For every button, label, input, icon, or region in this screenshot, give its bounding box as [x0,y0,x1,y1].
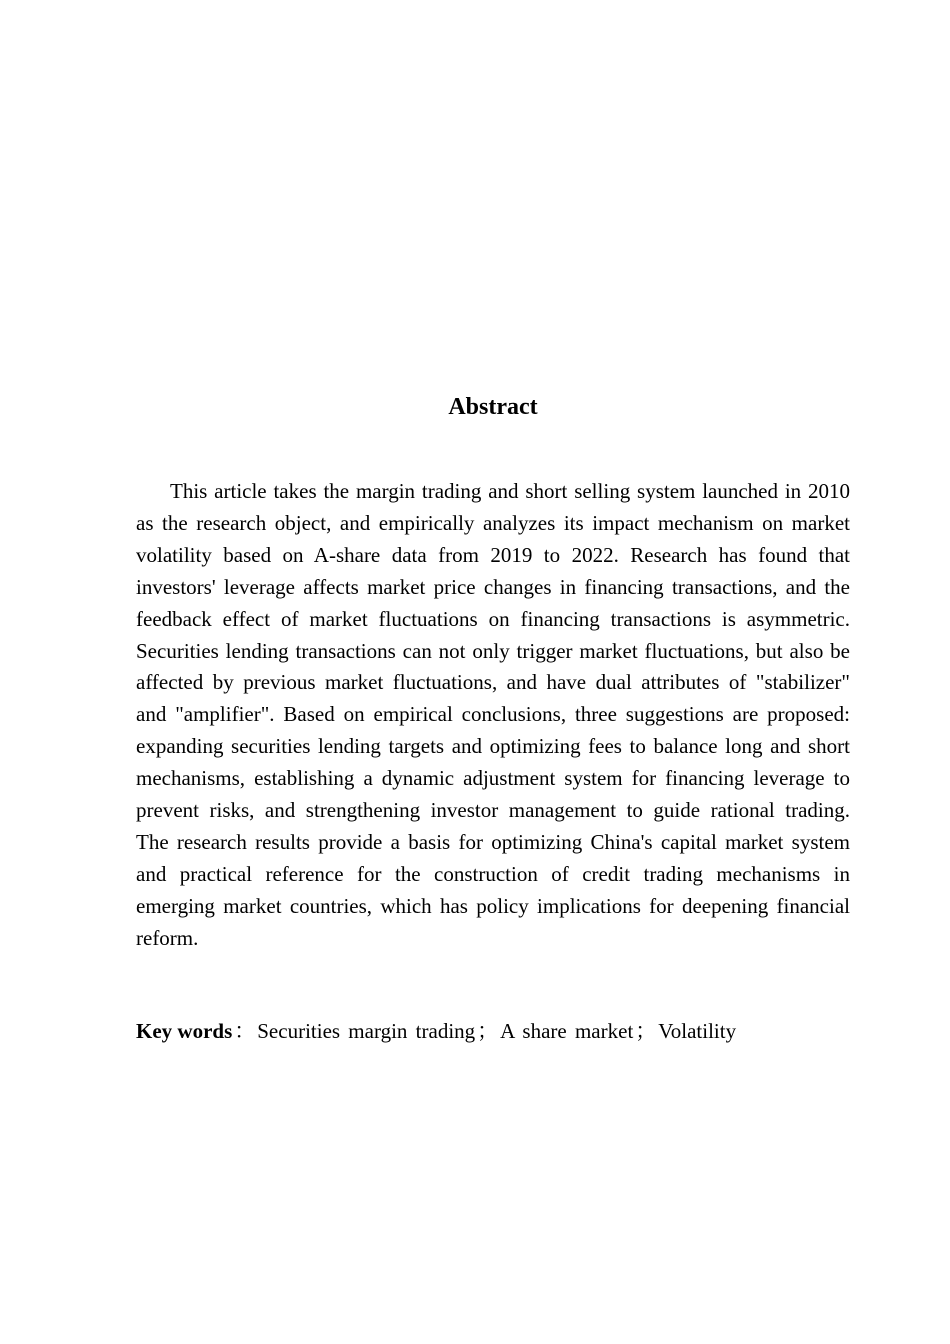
abstract-body: This article takes the margin trading and short selling system launched in 2010 as the research object, and empirically analyzes its impact mechanism on market volatility based on A-share data from 2019 to 2022. Research has found that investors' leverage affects market price changes in financing transactions, and the feedback effect of market fluctuations on financing transactions is asymmetric. Securities lending transactions can not only trigger market fluctuations, but also be affected by previous market fluctuations, and have dual attributes of "stabilizer" and "amplifier". Based on empirical conclusions, three suggestions are proposed: expanding securities lending targets and optimizing fees to balance long and short mechanisms, establishing a dynamic adjustment system for financing leverage to prevent risks, and strengthening investor management to guide rational trading. The research results provide a basis for optimizing China's capital market system and practical reference for the construction of credit trading mechanisms in emerging market countries, which has policy implications for deepening financial reform. [136,479,850,950]
keywords-line [136,1015,850,1047]
keywords-label-separator: ： [234,1019,256,1043]
abstract-title: Abstract [448,394,538,420]
keyword-item: A share market [500,1019,634,1043]
keywords-label: Key words [136,1019,233,1043]
keyword-item: Volatility [658,1019,737,1043]
keyword-item: Securities margin trading [257,1019,476,1043]
keyword-separator: ； [635,1019,657,1043]
keyword-separator: ； [477,1019,499,1043]
